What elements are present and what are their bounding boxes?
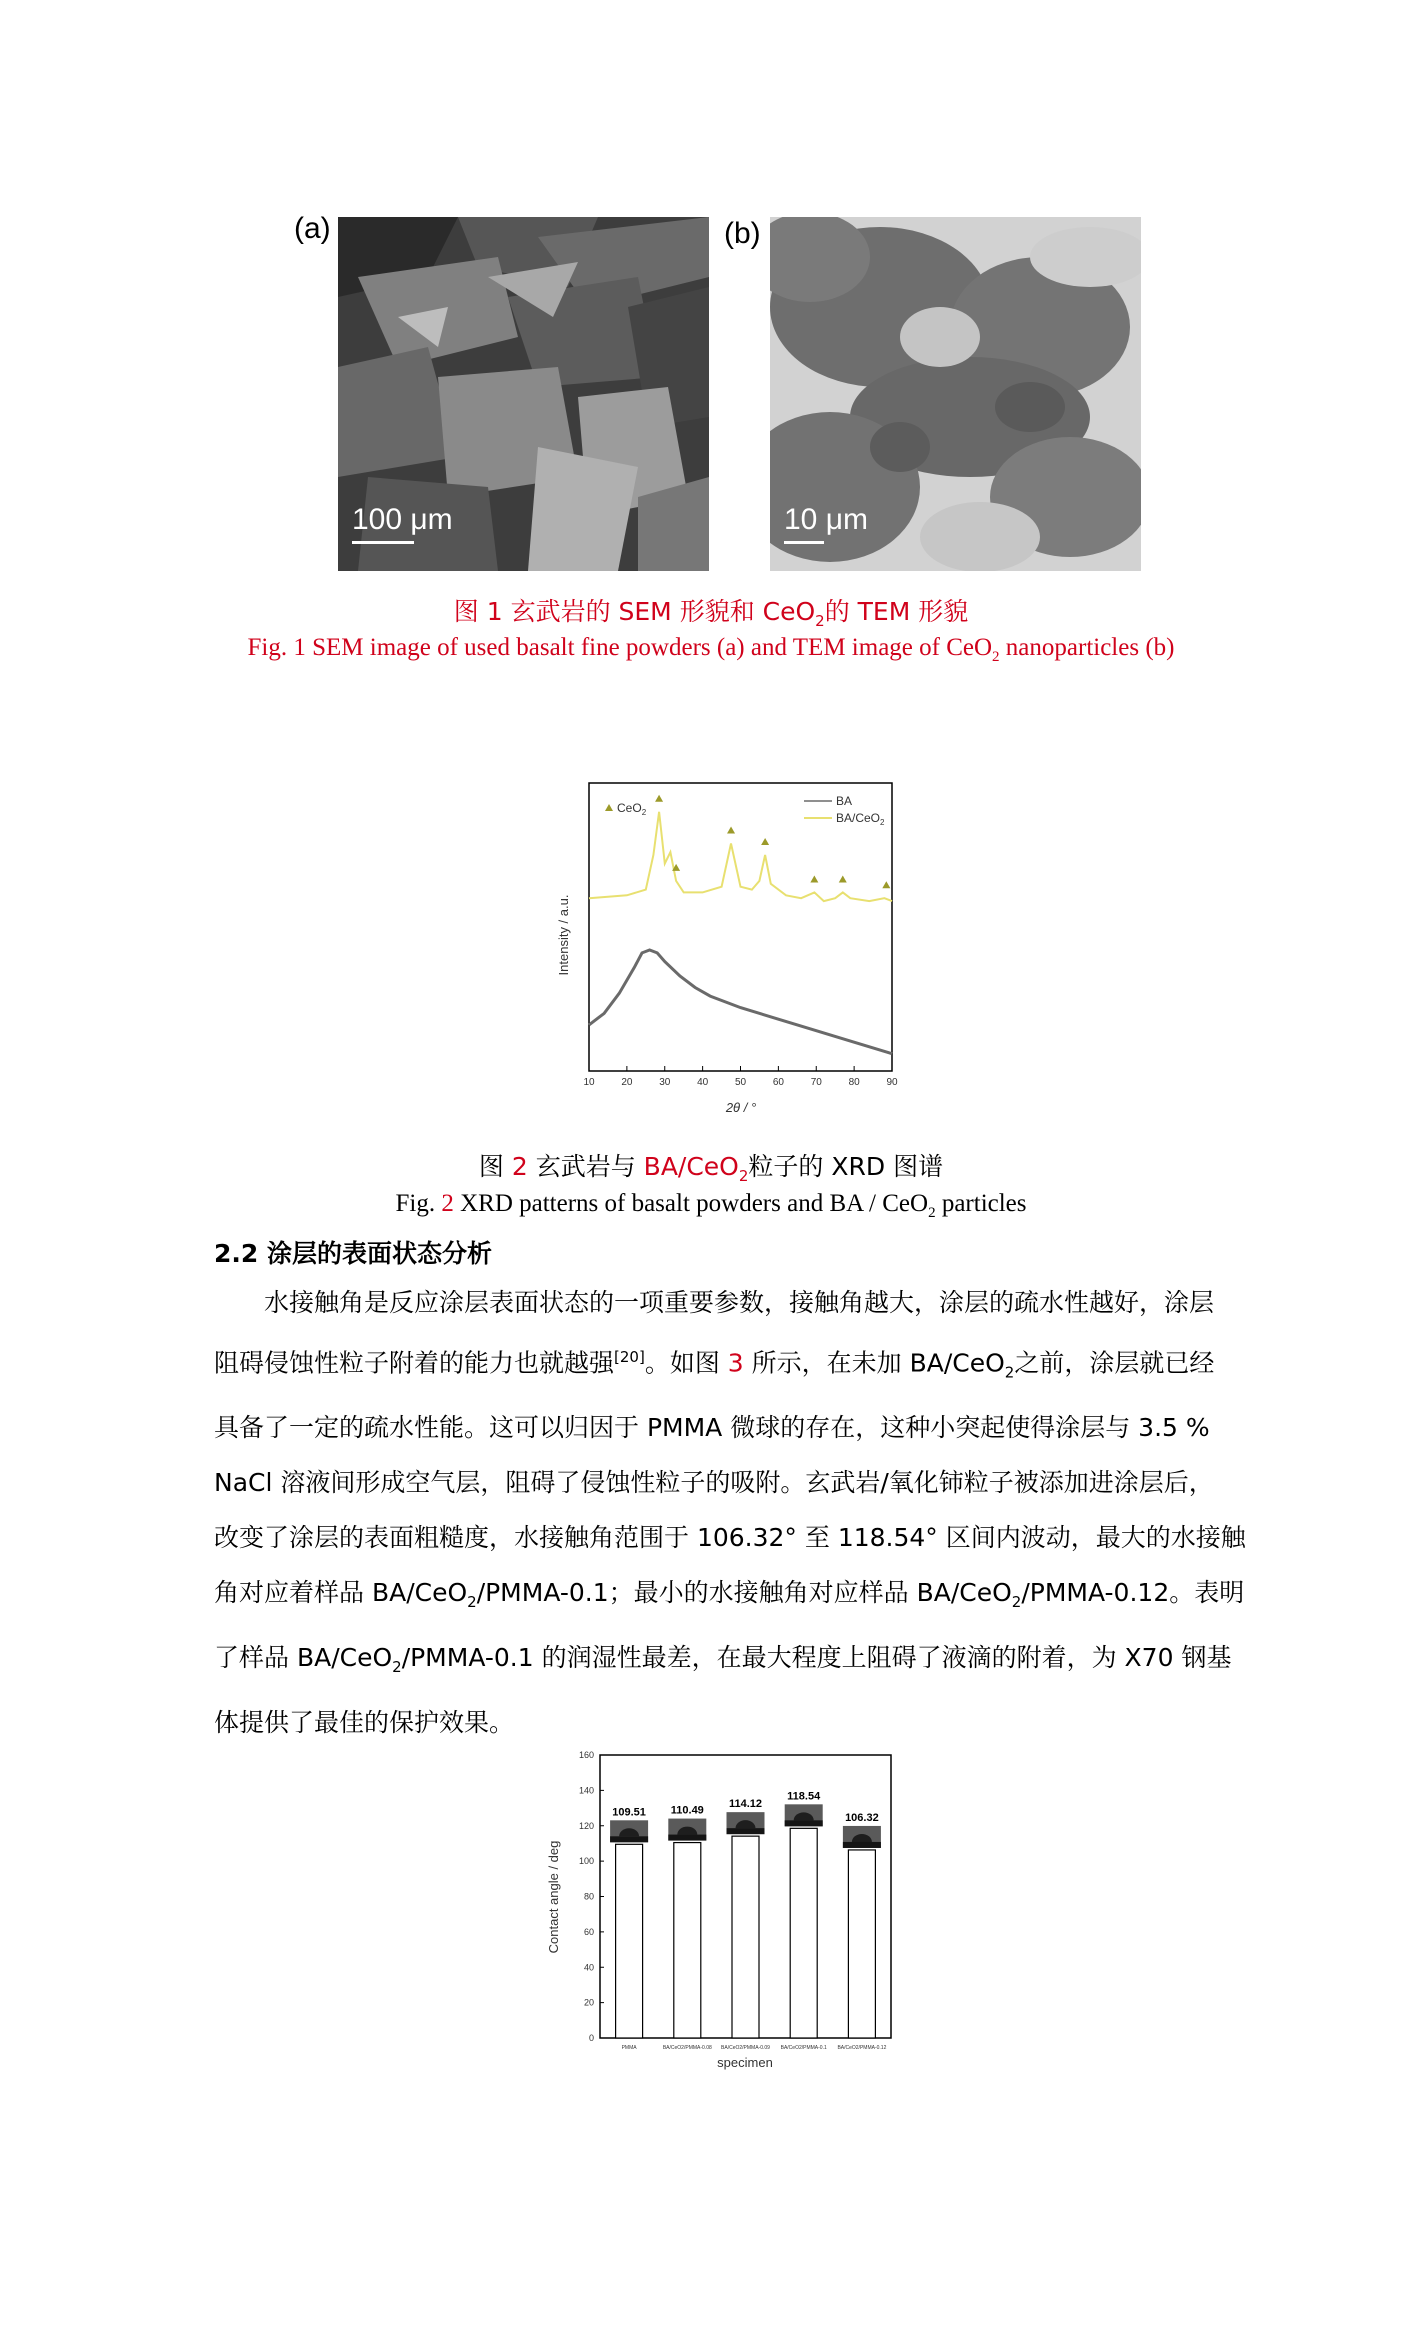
figure-2-caption-en-sub: 2 (928, 1205, 936, 1221)
xrd-peak-marker (727, 826, 735, 833)
paragraph-line-6-mid: /PMMA-0.1；最小的水接触角对应样品 BA/CeO (476, 1578, 1012, 1608)
xrd-series-ba-ceo2 (589, 812, 892, 901)
figure-1-caption-en-head: Fig. 1 SEM image of used basalt fine powders (a) and TEM image of CeO (247, 634, 993, 661)
contact-angle-category-label: PMMA (621, 2045, 637, 2051)
contact-angle-y-tick-label: 120 (578, 1820, 594, 1831)
xrd-x-ticks (583, 1066, 898, 1088)
contact-angle-value-label: 109.51 (612, 1806, 646, 1819)
xrd-peak-marker (761, 838, 769, 845)
xrd-series-lines (589, 812, 892, 1054)
figure-2-caption-en-a: Fig. (395, 1190, 442, 1217)
scalebar-a (352, 541, 414, 544)
scalebar-b (784, 541, 824, 544)
figure-3-ref: 3 (727, 1348, 744, 1378)
paragraph-line-2 (214, 1330, 1215, 1400)
xrd-peak-marker (655, 795, 663, 802)
contact-angle-bar (616, 1844, 643, 2038)
xrd-x-tick-label: 50 (734, 1077, 747, 1088)
contact-angle-category-label: BA/CeO2/PMMA-0.08 (662, 2045, 712, 2051)
figure-2-caption-en-b: XRD patterns of basalt powders and BA / CeO (453, 1190, 929, 1217)
contact-angle-category-label: BA/CeO2/PMMA-0.1 (780, 2045, 827, 2051)
figure-2-caption-en-num: 2 (441, 1190, 454, 1217)
section-title: 2.2 涂层的表面状态分析 (214, 1239, 492, 1268)
contact-angle-chart (540, 1745, 910, 2075)
legend-ceo2-marker (605, 804, 613, 811)
paragraph-line-6 (214, 1565, 1245, 1630)
scalebar-b-label: 10 μm (784, 503, 868, 536)
droplet-substrate (610, 1836, 648, 1842)
figure-2-caption-cn (0, 1147, 1422, 1185)
paragraph-line-6-sub: 2 (467, 1593, 477, 1612)
contact-angle-x-axis-label: specimen (717, 2055, 773, 2070)
contact-angle-y-tick-label: 20 (583, 1997, 594, 2008)
paragraph-line-2-tail-a: 。如图 (644, 1348, 728, 1378)
xrd-y-axis-label: Intensity / a.u. (556, 894, 571, 976)
xrd-x-tick-label: 40 (697, 1077, 709, 1088)
figure-2-caption-cn-a: 图 (478, 1152, 512, 1181)
figure-1-caption-cn-sub: 2 (815, 612, 825, 630)
xrd-x-axis-label: 2θ / ° (725, 1100, 757, 1115)
tem-image (770, 217, 1141, 571)
xrd-x-tick-label: 80 (848, 1077, 860, 1088)
paragraph-line-1: 水接触角是反应涂层表面状态的一项重要参数，接触角越大，涂层的疏水性越好，涂层 (214, 1288, 1215, 1317)
contact-angle-y-tick-label: 100 (578, 1856, 594, 1867)
paragraph-line-2-tail-c: 之前，涂层就已经 (1014, 1348, 1215, 1378)
paragraph-line-5: 改变了涂层的表面粗糙度，水接触角范围于 106.32° 至 118.54° 区间内波动，最大的水接触 (214, 1523, 1246, 1553)
panel-a-label: (a) (294, 212, 331, 245)
xrd-series-ba (589, 950, 892, 1054)
contact-angle-value-label: 110.49 (670, 1804, 704, 1817)
contact-angle-value-label: 118.54 (787, 1790, 821, 1803)
contact-angle-category-label: BA/CeO2/PMMA-0.09 (721, 2045, 770, 2051)
xrd-peak-marker (810, 875, 818, 882)
xrd-x-tick-label: 20 (621, 1077, 633, 1088)
legend-ba-label: BA (836, 794, 853, 808)
xrd-peak-marker (882, 881, 890, 888)
contact-angle-y-tick-label: 160 (578, 1750, 594, 1760)
figure-1-caption-en (0, 634, 1422, 666)
paragraph-line-8: 体提供了最佳的保护效果。 (214, 1708, 515, 1738)
droplet-substrate (727, 1828, 765, 1834)
legend-ba-ceo2-label: BA/CeO$_2$ (836, 811, 885, 827)
contact-angle-bar (790, 1828, 817, 2038)
xrd-chart (556, 775, 916, 1115)
contact-angle-y-tick-label: 0 (588, 2033, 594, 2043)
paragraph-line-2-tail-b: 所示，在未加 BA/CeO (743, 1348, 1005, 1378)
xrd-peak-markers (655, 795, 890, 888)
contact-angle-bar (674, 1843, 701, 2038)
figure-2-caption-en (0, 1190, 1422, 1222)
paragraph-line-7 (214, 1630, 1232, 1695)
xrd-plot-frame (589, 783, 892, 1071)
contact-angle-y-tick-label: 40 (583, 1962, 594, 1973)
droplet-substrate (843, 1842, 881, 1848)
scalebar-a-label: 100 μm (352, 503, 453, 536)
figure-2-caption-cn-red: BA/CeO (643, 1152, 739, 1181)
figure-2-caption-cn-c: 粒子的 XRD 图谱 (748, 1152, 944, 1181)
contact-angle-y-tick-label: 140 (578, 1785, 594, 1796)
droplet-substrate (668, 1835, 706, 1841)
paragraph-line-6-tail: /PMMA-0.12。表明 (1021, 1578, 1245, 1608)
contact-angle-y-axis-label: Contact angle / deg (546, 1840, 561, 1954)
contact-angle-bars (610, 1790, 886, 2051)
paragraph-line-4: NaCl 溶液间形成空气层，阻碍了侵蚀性粒子的吸附。玄武岩/氧化铈粒子被添加进涂层后， (214, 1468, 1214, 1498)
paragraph-line-7-tail: /PMMA-0.1 的润湿性最差，在最大程度上阻碍了液滴的附着，为 X70 钢基 (401, 1643, 1232, 1673)
xrd-x-tick-label: 90 (886, 1077, 898, 1088)
legend-ceo2-label: CeO$_2$ (617, 801, 647, 817)
paragraph-line-2-head: 阻碍侵蚀性粒子附着的能力也就越强 (214, 1348, 615, 1378)
xrd-x-tick-label: 70 (810, 1077, 822, 1088)
figure-2-caption-en-c: particles (935, 1190, 1027, 1217)
paragraph-line-6-head: 角对应着样品 BA/CeO (214, 1578, 468, 1608)
xrd-x-tick-label: 60 (772, 1077, 784, 1088)
section-paragraph (214, 1275, 1246, 1750)
xrd-legend (605, 794, 885, 827)
figure-1-caption-cn-tail: 的 TEM 形貌 (824, 597, 969, 626)
contact-angle-value-label: 106.32 (845, 1811, 879, 1824)
figure-2-caption-cn-b: 玄武岩与 (527, 1152, 644, 1181)
figure-1-caption-cn-prefix: 图 1 (453, 597, 511, 626)
citation-ref: [20] (614, 1348, 645, 1366)
contact-angle-y-tick-label: 80 (583, 1891, 594, 1902)
figure-2-caption-cn-red-sub: 2 (738, 1167, 749, 1185)
xrd-peak-marker (839, 875, 847, 882)
figure-1-caption-cn (0, 592, 1422, 630)
contact-angle-category-label: BA/CeO2/PMMA-0.12 (837, 2045, 887, 2051)
paragraph-line-3: 具备了一定的疏水性能。这可以归因于 PMMA 微球的存在，这种小突起使得涂层与 3.5 % (214, 1413, 1210, 1443)
paragraph-line-7-head: 了样品 BA/CeO (214, 1643, 393, 1673)
figure-2-caption-cn-num: 2 (511, 1152, 528, 1181)
figure-1-caption-en-tail: nanoparticles (b) (999, 634, 1175, 661)
figure-1-caption-cn-body: 玄武岩的 SEM 形貌和 CeO (510, 597, 816, 626)
paragraph-line-7-sub: 2 (392, 1658, 402, 1677)
contact-angle-value-label: 114.12 (728, 1798, 763, 1811)
sem-image (338, 217, 709, 571)
xrd-x-tick-label: 10 (583, 1077, 595, 1088)
paragraph-line-6-sub2: 2 (1011, 1593, 1022, 1612)
panel-b-label: (b) (724, 217, 761, 250)
droplet-substrate (785, 1820, 823, 1826)
paragraph-line-2-sub: 2 (1004, 1363, 1015, 1382)
contact-angle-y-tick-label: 60 (583, 1926, 594, 1937)
xrd-x-tick-label: 30 (659, 1077, 671, 1088)
contact-angle-bar (848, 1850, 875, 2038)
contact-angle-bar (732, 1836, 759, 2038)
figure-1-caption-en-sub: 2 (992, 649, 1000, 665)
